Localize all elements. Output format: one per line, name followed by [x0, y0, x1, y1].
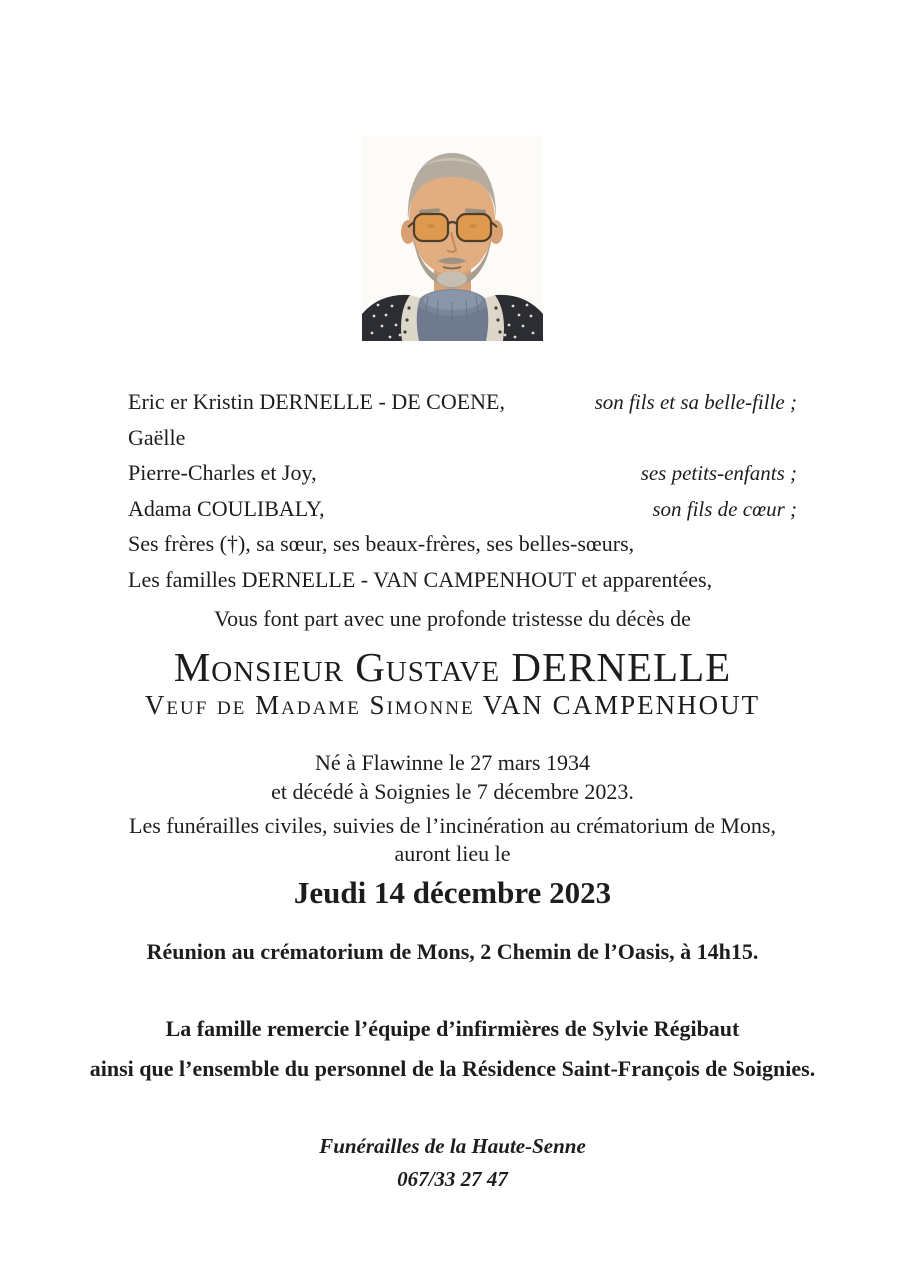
portrait-photo: [362, 136, 543, 341]
family-member-name: Pierre-Charles et Joy,: [128, 460, 317, 485]
death-line: et décédé à Soignies le 7 décembre 2023.: [271, 779, 634, 804]
family-member-name: Gaëlle: [128, 424, 186, 450]
life-dates: [0, 748, 905, 806]
funeral-home-phone: 067/33 27 47: [397, 1167, 508, 1191]
ceremony-intro-line1: Les funérailles civiles, suivies de l’incinération au crématorium de Mons,: [129, 813, 776, 838]
deceased-name: Monsieur Gustave DERNELLE: [173, 644, 732, 690]
birth-line: Né à Flawinne le 27 mars 1934: [315, 750, 590, 775]
family-lines: [128, 389, 797, 602]
family-row: [128, 567, 797, 603]
family-row: [128, 425, 797, 461]
thanks-line2: ainsi que l’ensemble du personnel de la Résidence Saint-François de Soignies.: [89, 1056, 816, 1081]
family-row: [128, 389, 797, 425]
family-member-name: Les familles DERNELLE - VAN CAMPENHOUT et apparentées,: [128, 566, 713, 592]
family-member-name: Adama COULIBALY,: [128, 495, 325, 521]
portrait-illustration: [362, 136, 543, 341]
family-relation: son fils de cœur ;: [652, 496, 797, 521]
funeral-home-name: Funérailles de la Haute-Senne: [319, 1134, 586, 1158]
family-relation: ses petits-enfants ;: [640, 461, 797, 485]
ceremony-date: Jeudi 14 décembre 2023: [293, 875, 612, 910]
announcement-line: Vous font part avec une profonde tristesse du décès de: [214, 606, 691, 631]
family-relation: son fils et sa belle-fille ;: [594, 390, 797, 414]
family-member-name: Ses frères (†), sa sœur, ses beaux-frères, ses belles-sœurs,: [128, 531, 635, 556]
ceremony-intro: [0, 812, 905, 868]
deceased-subtitle: Veuf de Madame Simonne VAN CAMPENHOUT: [144, 690, 761, 720]
family-row: [128, 496, 797, 532]
family-row: [128, 460, 797, 496]
ceremony-intro-line2: auront lieu le: [394, 841, 511, 866]
meeting-line: Réunion au crématorium de Mons, 2 Chemin de l’Oasis, à 14h15.: [146, 939, 759, 964]
family-row: [128, 531, 797, 567]
thanks-line1: La famille remercie l’équipe d’infirmières de Sylvie Régibaut: [165, 1016, 740, 1041]
family-member-name: Eric er Kristin DERNELLE - DE COENE,: [128, 389, 505, 414]
